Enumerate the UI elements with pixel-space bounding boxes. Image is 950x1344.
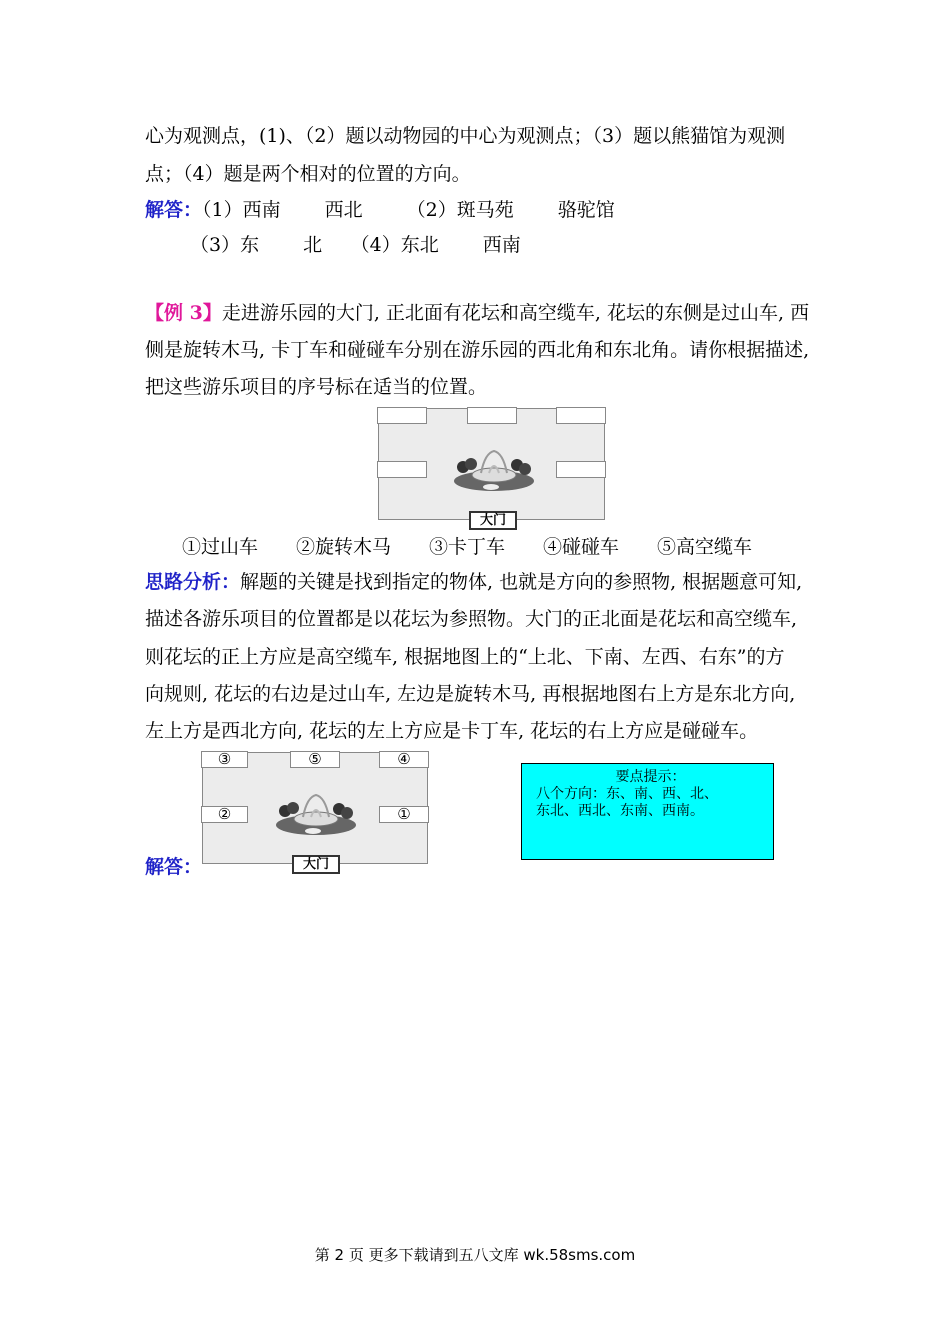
analysis-line-2: 描述各游乐项目的位置都是以花坛为参照物。大门的正北面是花坛和高空缆车, xyxy=(145,608,798,630)
slot-mid-right xyxy=(556,461,606,478)
analysis-text: 解题的关键是找到指定的物体, 也就是方向的参照物, 根据题意可知, xyxy=(240,571,803,593)
intro-line-2: 点；（4）题是两个相对的位置的方向。 xyxy=(145,163,471,185)
example-3-line-2: 侧是旋转木马, 卡丁车和碰碰车分别在游乐园的西北角和东北角。请你根据描述, xyxy=(145,339,810,361)
answer-slot-top-right: ④ xyxy=(379,751,429,768)
example-3-line-3: 把这些游乐项目的序号标在适当的位置。 xyxy=(145,376,488,398)
analysis-line-1 xyxy=(145,570,802,594)
example-3-line-1 xyxy=(145,301,809,325)
answer-2-label: 解答： xyxy=(145,856,203,878)
answer-label: 解答： xyxy=(145,199,203,221)
answer-slot-mid-right: ① xyxy=(379,806,429,823)
fountain-icon xyxy=(271,789,361,839)
answer-gate-label: 大门 xyxy=(292,855,340,874)
slot-top-left xyxy=(377,407,427,424)
answer-slot-top-left: ③ xyxy=(201,751,248,768)
options-line: ①过山车 ②旋转木马 ③卡丁车 ④碰碰车 ⑤高空缆车 xyxy=(182,536,753,558)
answer-slot-top-center: ⑤ xyxy=(290,751,340,768)
analysis-line-3: 则花坛的正上方应是高空缆车, 根据地图上的“上北、下南、左西、右东”的方 xyxy=(145,646,785,668)
analysis-line-4: 向规则, 花坛的右边是过山车, 左边是旋转木马, 再根据地图右上方是东北方向, xyxy=(145,683,796,705)
slot-mid-left xyxy=(377,461,427,478)
fountain-icon xyxy=(449,445,539,495)
park-map xyxy=(378,408,605,528)
analysis-label: 思路分析： xyxy=(145,571,241,593)
slot-top-center xyxy=(467,407,517,424)
example-text: 走进游乐园的大门, 正北面有花坛和高空缆车, 花坛的东侧是过山车, 西 xyxy=(221,302,810,324)
answer-slot-mid-left: ② xyxy=(201,806,248,823)
answer-map xyxy=(202,750,428,872)
answer-1-text: （1）西南 西北 （2）斑马苑 骆驼馆 xyxy=(202,199,615,221)
page-footer: 第 2 页 更多下载请到五八文库 wk.58sms.com xyxy=(314,1246,636,1264)
tip-box xyxy=(521,763,774,860)
answer-1-line-2: （3）东 北 （4）东北 西南 xyxy=(190,234,521,256)
example-tag: 【例 3】 xyxy=(145,302,222,324)
tip-title: 要点提示： xyxy=(615,769,686,785)
analysis-line-5: 左上方是西北方向, 花坛的左上方应是卡丁车, 花坛的右上方应是碰碰车。 xyxy=(145,720,759,742)
answer-1-line-1 xyxy=(145,198,615,222)
tip-line-2: 东北、西北、东南、西南。 xyxy=(536,803,704,819)
intro-line-1: 心为观测点，(1)、（2）题以动物园的中心为观测点；（3）题以熊猫馆为观测 xyxy=(145,125,786,147)
gate-label: 大门 xyxy=(469,511,517,530)
tip-line-1: 八个方向：东、南、西、北、 xyxy=(536,786,718,802)
slot-top-right xyxy=(556,407,606,424)
